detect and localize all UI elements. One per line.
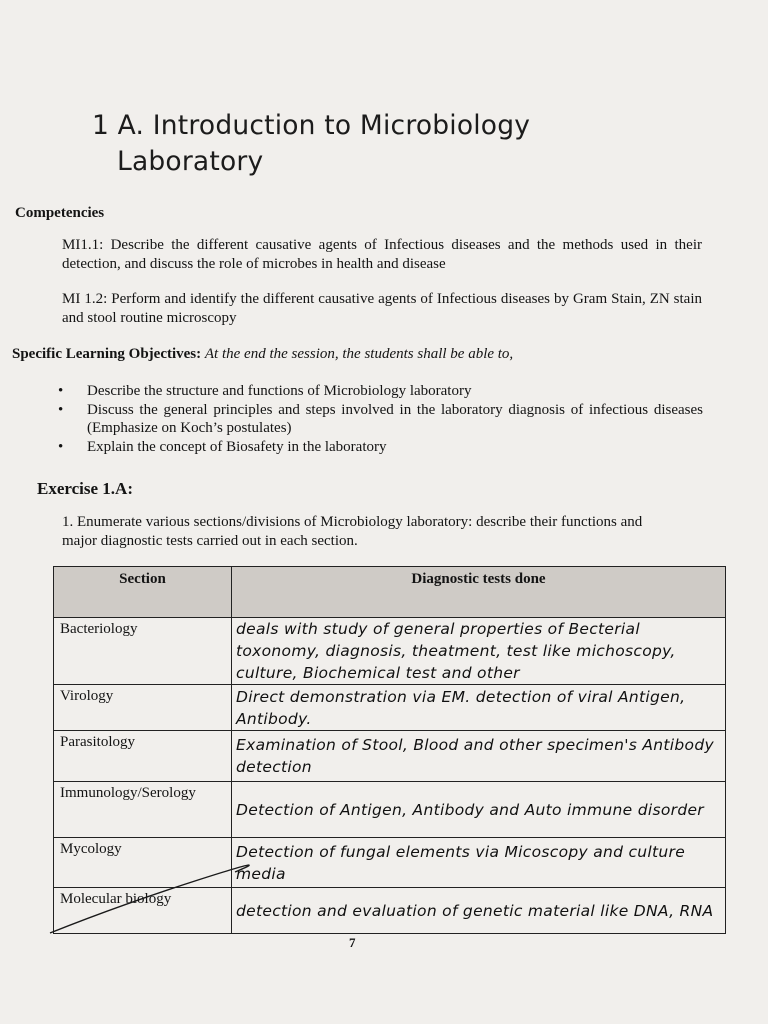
objectives-intro-text: At the end the session, the students shall be able to, bbox=[204, 346, 514, 362]
exercise-question: 1. Enumerate various sections/divisions of Microbiology laboratory: describe their functions and major diagnostic tests carried out in each section. bbox=[62, 514, 643, 549]
header-diagnostic-tests: Diagnostic tests done bbox=[232, 567, 726, 618]
competency-mi1-1: MI1.1: Describe the different causative agents of Infectious diseases and the methods used in their detection, and discuss the role of microbes in health and disease bbox=[62, 237, 702, 272]
section-name: Parasitology bbox=[54, 731, 232, 782]
competency-mi1-2: MI 1.2: Perform and identify the different causative agents of Infectious diseases by Gram Stain, ZN stain and stool routine microscopy bbox=[62, 291, 702, 326]
page-number: 7 bbox=[349, 935, 356, 950]
objective-text: Discuss the general principles and steps involved in the laboratory diagnosis of infectious diseases (Emphasize on Koch’s postulates) bbox=[87, 401, 703, 436]
handwritten-answer: detection and evaluation of genetic material like DNA, RNA bbox=[232, 888, 726, 934]
handwritten-answer: Detection of fungal elements via Micoscopy and culture media bbox=[232, 838, 726, 888]
handwritten-answer: Examination of Stool, Blood and other specimen's Antibody detection bbox=[232, 731, 726, 782]
bullet: • bbox=[58, 438, 64, 455]
section-name: Virology bbox=[54, 685, 232, 731]
section-name: Immunology/Serology bbox=[54, 782, 232, 838]
title-line-2: Laboratory bbox=[117, 146, 264, 177]
objective-text: Describe the structure and functions of Microbiology laboratory bbox=[87, 383, 472, 399]
exercise-heading: Exercise 1.A: bbox=[37, 479, 133, 498]
objectives-label: Specific Learning Objectives: bbox=[12, 346, 202, 362]
section-name: Mycology bbox=[54, 838, 232, 888]
handwritten-answer: deals with study of general properties of Becterial toxonomy, diagnosis, theatment, test like michoscopy, culture, Biochemical test and other bbox=[232, 618, 726, 685]
section-name: Molecular biology bbox=[54, 888, 232, 934]
pen-stroke-path bbox=[50, 865, 249, 933]
section-name: Bacteriology bbox=[54, 618, 232, 685]
bullet: • bbox=[58, 383, 64, 399]
handwritten-answer: Direct demonstration via EM. detection of viral Antigen, Antibody. bbox=[232, 685, 726, 731]
title-line-1: 1 A. Introduction to Microbiology bbox=[92, 110, 531, 141]
header-section: Section bbox=[54, 567, 232, 618]
competencies-heading: Competencies bbox=[15, 205, 105, 221]
handwritten-answer: Detection of Antigen, Antibody and Auto immune disorder bbox=[232, 782, 726, 838]
bullet: • bbox=[58, 401, 64, 418]
objective-text: Explain the concept of Biosafety in the laboratory bbox=[87, 438, 387, 455]
